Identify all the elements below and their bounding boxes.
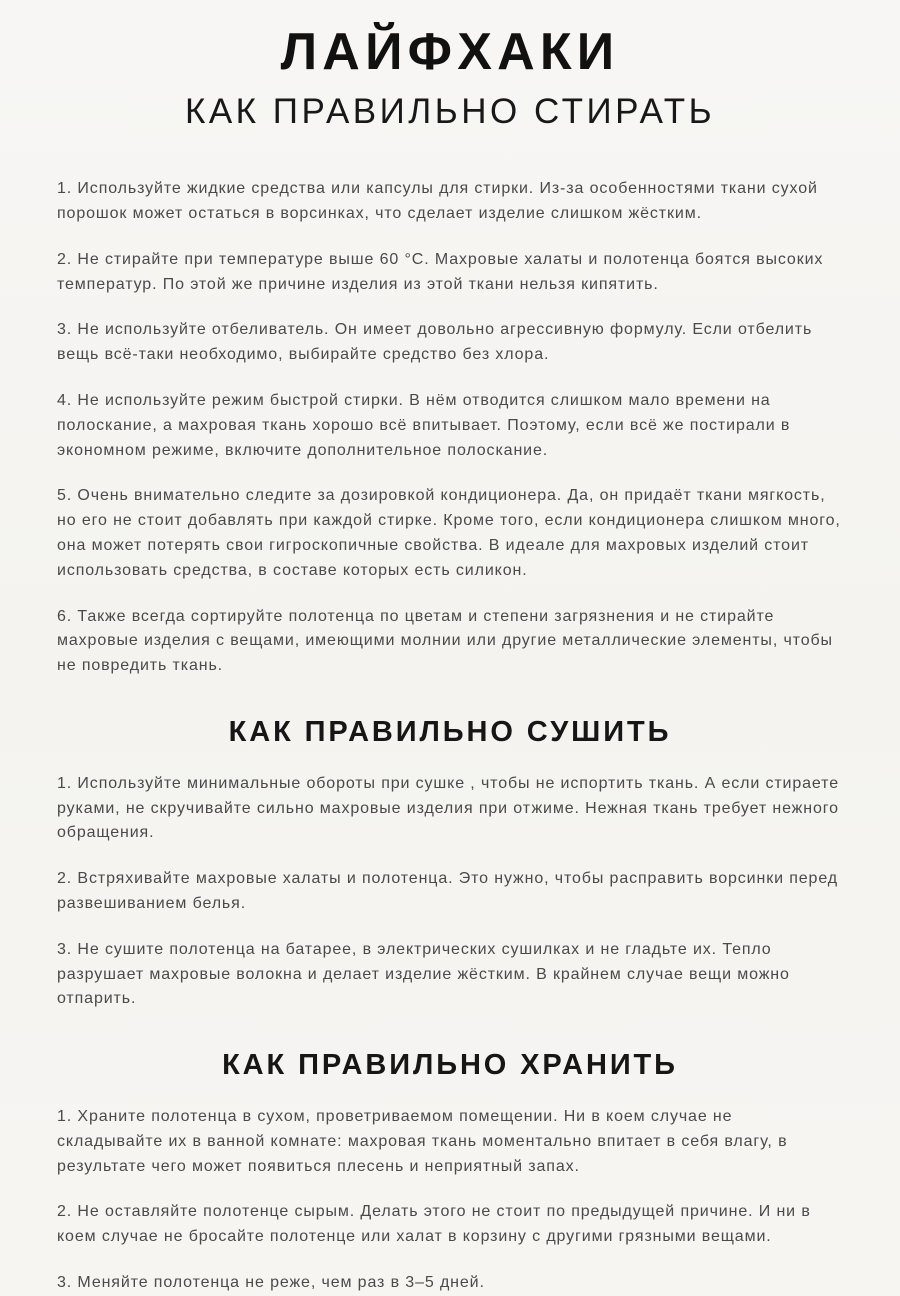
washing-tip-2: 2. Не стирайте при температуре выше 60 °С. Махровые халаты и полотенца боятся высоких температур. По этой же причине изделия из этой ткани нельзя кипятить. bbox=[57, 250, 824, 293]
storing-tip-3: 3. Меняйте полотенца не реже, чем раз в 3–5 дней. bbox=[57, 1273, 485, 1291]
drying-tips-list bbox=[57, 772, 843, 1012]
drying-tip-2: 2. Встряхивайте махровые халаты и полотенца. Это нужно, чтобы расправить ворсинки перед развешиванием белья. bbox=[57, 870, 838, 912]
section-heading-drying: КАК ПРАВИЛЬНО СУШИТЬ bbox=[228, 715, 672, 748]
washing-tip-5: 5. Очень внимательно следите за дозировкой кондиционера. Да, он придаёт ткани мягкость, но его не стоит добавлять при каждой стирке. Кроме того, если кондиционера слишком много, она может потерять свои гигроскопичные свойства. В идеале для махровых изделий стоит использовать средства, в составе которых есть силикон. bbox=[57, 487, 841, 579]
storing-tip-1: 1. Храните полотенца в сухом, проветриваемом помещении. Ни в коем случае не складывайте их в ванной комнате: махровая ткань моментально впитает в себя влагу, в результате чего может появиться плесень и неприятный запах. bbox=[57, 1107, 788, 1175]
drying-tip-3: 3. Не сушите полотенца на батарее, в электрических сушилках и не гладьте их. Тепло разрушает махровые волокна и делает изделие жёстким. В крайнем случае вещи можно отпарить. bbox=[57, 940, 790, 1008]
section-heading-washing: КАК ПРАВИЛЬНО СТИРАТЬ bbox=[184, 92, 716, 132]
washing-tip-6: 6. Также всегда сортируйте полотенца по цветам и степени загрязнения и не стирайте махровые изделия с вещами, имеющими молнии или другие металлические элементы, чтобы не повредить ткань. bbox=[57, 607, 833, 675]
washing-tip-3: 3. Не используйте отбеливатель. Он имеет довольно агрессивную формулу. Если отбелить вещь всё-таки необходимо, выбирайте средство без хлора. bbox=[57, 321, 813, 364]
section-heading-storing: КАК ПРАВИЛЬНО ХРАНИТЬ bbox=[222, 1049, 678, 1082]
washing-tips-list bbox=[57, 177, 843, 679]
drying-tip-1: 1. Используйте минимальные обороты при сушке , чтобы не испортить ткань. А если стираете руками, не скручивайте сильно махровые изделия при отжиме. Нежная ткань требует нежного обращения. bbox=[57, 774, 839, 842]
washing-tip-4: 4. Не используйте режим быстрой стирки. В нём отводится слишком мало времени на полоскание, а махровая ткань хорошо всё впитывает. Поэтому, если всё же постирали в экономном режиме, включите дополнительное полоскание. bbox=[57, 391, 791, 459]
storing-tips-list bbox=[57, 1105, 843, 1296]
page-title: ЛАЙФХАКИ bbox=[280, 23, 620, 81]
washing-tip-1: 1. Используйте жидкие средства или капсулы для стирки. Из-за особенностями ткани сухой порошок может остаться в ворсинках, что сделает изделие слишком жёстким. bbox=[57, 180, 818, 222]
storing-tip-2: 2. Не оставляйте полотенце сырым. Делать этого не стоит по предыдущей причине. И ни в коем случае не бросайте полотенце или халат в корзину с другими грязными вещами. bbox=[57, 1203, 811, 1246]
